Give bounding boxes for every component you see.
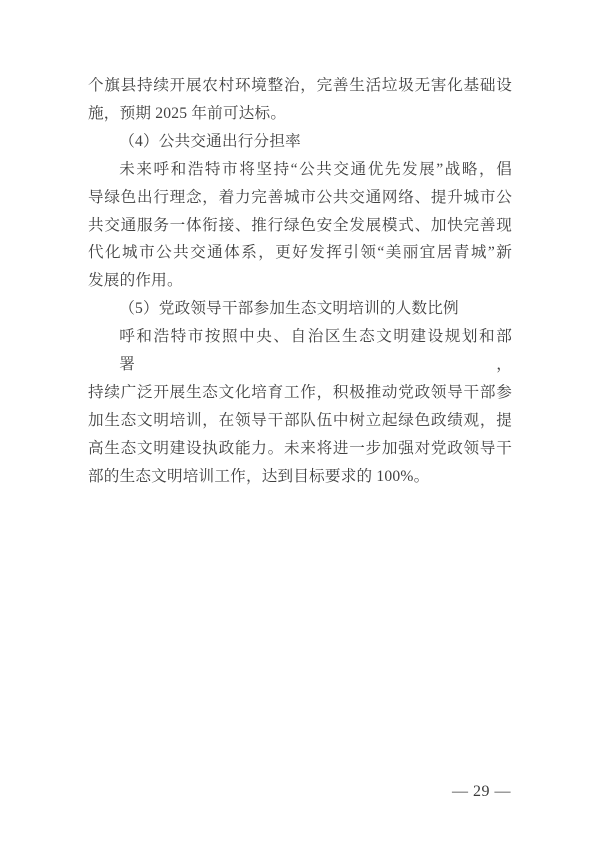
heading-line: （5）党政领导干部参加生态文明培训的人数比例 [119,300,459,318]
text-line: 共交通服务一体衔接、推行绿色安全发展模式、加快完善现 [88,216,512,234]
text-line: 个旗县持续开展农村环境整治，完善生活垃圾无害化基础设 [88,77,512,94]
text-line: 加生态文明培训，在领导干部队伍中树立起绿色政绩观，提 [88,411,512,429]
text-line: 代化城市公共交通体系，更好发挥引领“美丽宜居青城”新 [88,244,512,262]
text-line: 导绿色出行理念，着力完善城市公共交通网络、提升城市公 [88,188,512,206]
text-block [88,72,512,491]
text-line: 持续广泛开展生态文化培育工作，积极推动党政领导干部参 [88,383,512,401]
body-paragraph [88,72,512,128]
heading-paragraph [88,128,512,156]
heading-line: （4）公共交通出行分担率 [119,132,301,150]
heading-paragraph [88,295,512,323]
text-line: 施，预期 2025 年前可达标。 [88,104,287,122]
page-number: — 29 — [452,783,511,800]
text-line: 未来呼和浩特市将坚持“公共交通优先发展”战略，倡 [119,160,512,178]
text-line: 呼和浩特市按照中央、自治区生态文明建设规划和部署， [119,328,512,374]
body-paragraph [88,156,512,296]
text-line: 发展的作用。 [88,272,183,290]
text-line: 部的生态文明培训工作，达到目标要求的 100%。 [88,467,430,485]
body-paragraph [88,323,512,490]
text-line: 高生态文明建设执政能力。未来将进一步加强对党政领导干 [88,439,512,457]
